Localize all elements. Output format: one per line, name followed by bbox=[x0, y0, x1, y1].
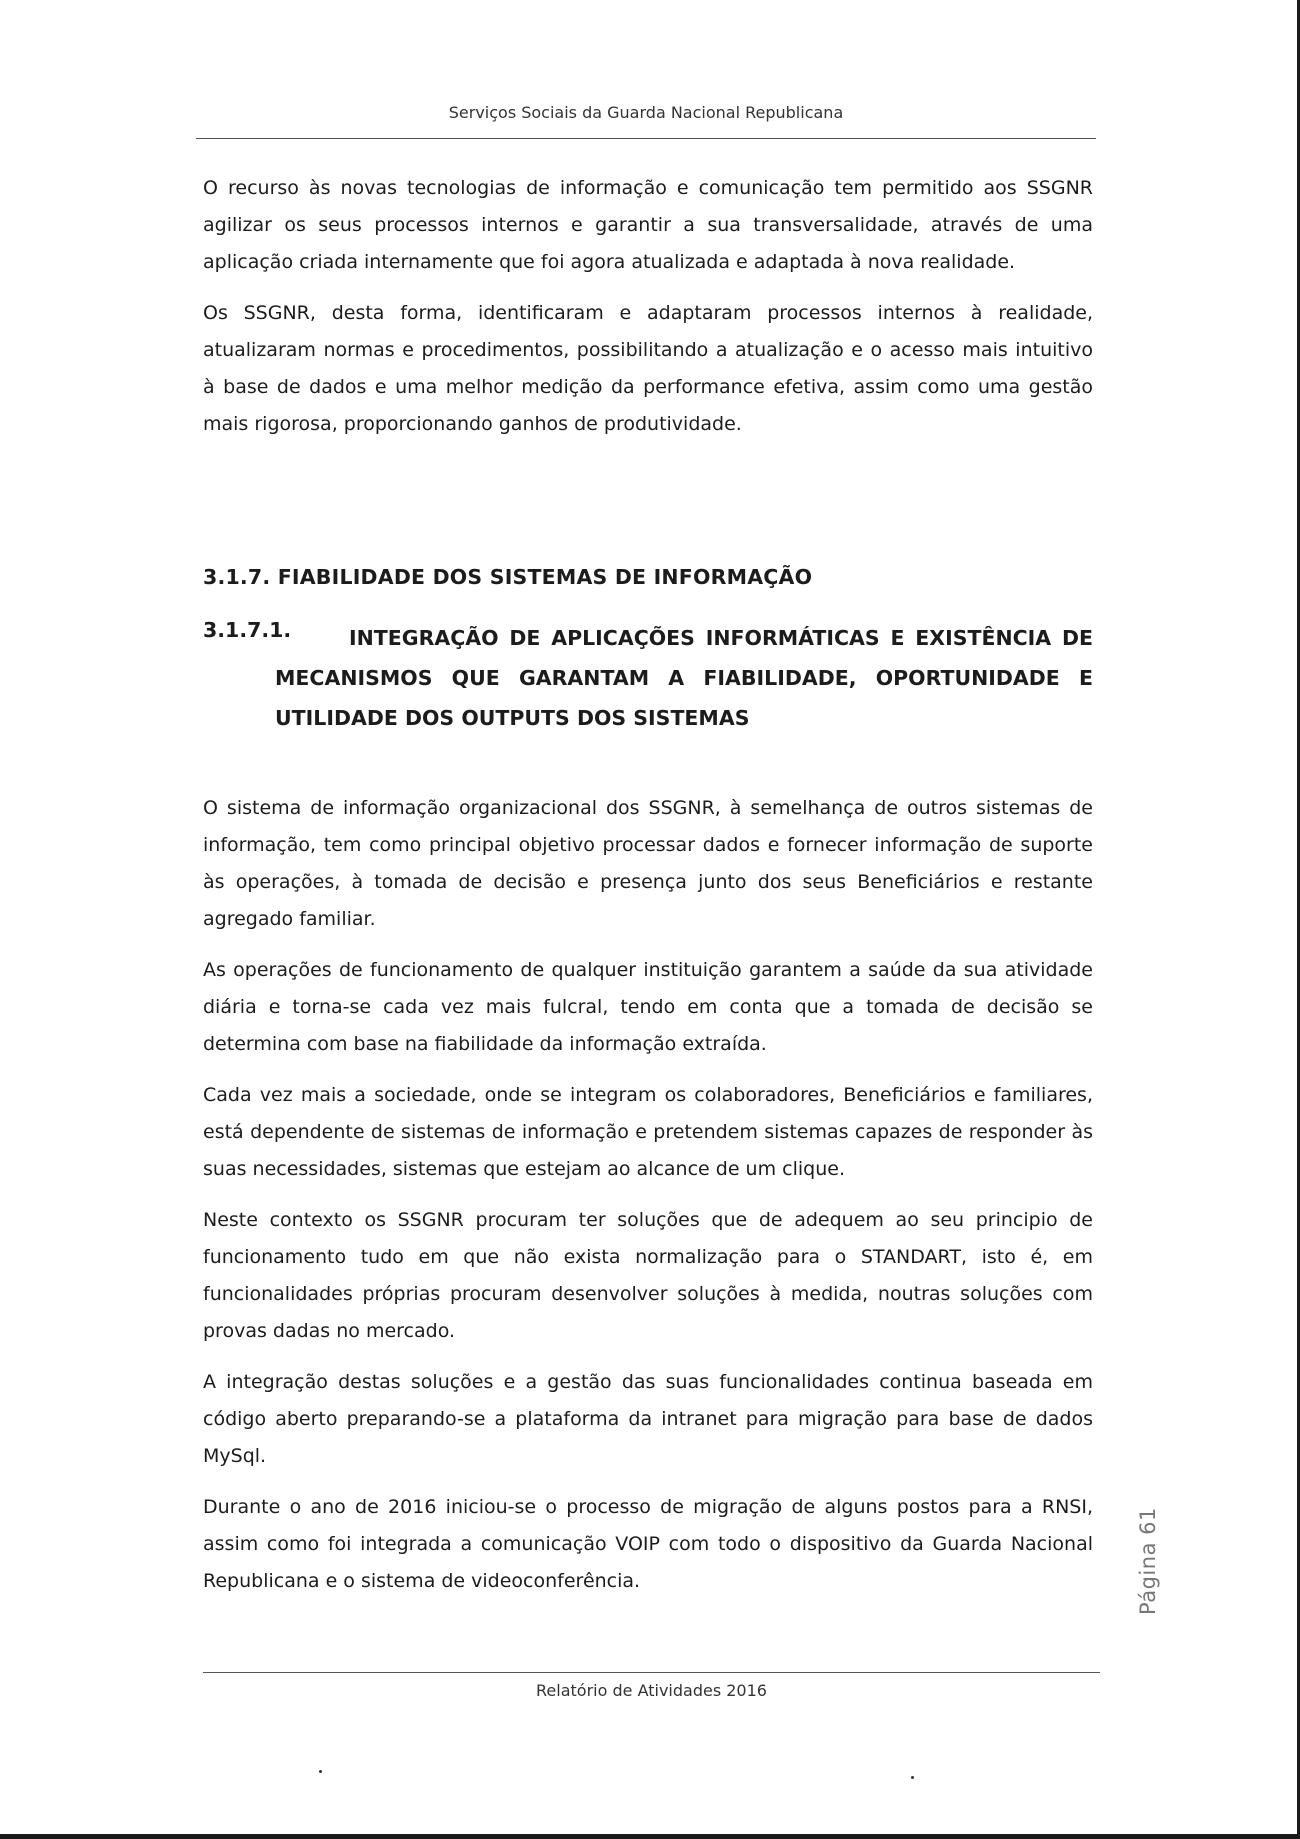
intro-text bbox=[203, 170, 1093, 457]
section-heading bbox=[203, 565, 812, 589]
subsection-title: INTEGRAÇÃO DE APLICAÇÕES INFORMÁTICAS E EXISTÊNCIA DE MECANISMOS QUE GARANTAM A FIABILIDADE, OPORTUNIDADE E UTILIDADE DOS OUTPUTS DOS SISTEMAS bbox=[275, 626, 1093, 730]
section-title: FIABILIDADE DOS SISTEMAS DE INFORMAÇÃO bbox=[277, 565, 813, 589]
running-footer: Relatório de Atividades 2016 bbox=[536, 1681, 767, 1700]
page-edge bbox=[0, 1834, 1300, 1839]
footer-divider bbox=[203, 1672, 1100, 1673]
section-number: 3.1.7. bbox=[203, 565, 271, 589]
paragraph: Cada vez mais a sociedade, onde se integram os colaboradores, Beneficiários e familiares, está dependente de sistemas de informação e pretendem sistemas capazes de responder às suas necessidades, sistemas que estejam ao alcance de um clique. bbox=[203, 1084, 1093, 1180]
paragraph: Os SSGNR, desta forma, identificaram e adaptaram processos internos à realidade, atualizaram normas e procedimentos, possibilitando a atualização e o acesso mais intuitivo à base de dados e uma melhor medição da performance efetiva, assim como uma gestão mais rigorosa, proporcionando ganhos de produtividade. bbox=[203, 302, 1093, 435]
subsection-number: 3.1.7.1. bbox=[203, 618, 292, 642]
paragraph: O recurso às novas tecnologias de informação e comunicação tem permitido aos SSGNR agilizar os seus processos internos e garantir a sua transversalidade, através de uma aplicação criada internamente que foi agora atualizada e adaptada à nova realidade. bbox=[203, 177, 1093, 273]
running-header: Serviços Sociais da Guarda Nacional Republicana bbox=[448, 103, 844, 122]
paragraph: A integração destas soluções e a gestão das suas funcionalidades continua baseada em código aberto preparando-se a plataforma da intranet para migração para base de dados MySql. bbox=[203, 1371, 1093, 1467]
paragraph: As operações de funcionamento de qualquer instituição garantem a saúde da sua atividade diária e torna-se cada vez mais fulcral, tendo em conta que a tomada de decisão se determina com base na fiabilidade da informação extraída. bbox=[203, 959, 1093, 1055]
section-body bbox=[203, 790, 1093, 1614]
page-number: Página 61 bbox=[1136, 1507, 1160, 1615]
scan-speck bbox=[319, 1770, 322, 1773]
paragraph: Neste contexto os SSGNR procuram ter soluções que de adequem ao seu principio de funcionamento tudo em que não exista normalização para o STANDART, isto é, em funcionalidades próprias procuram desenvolver soluções à medida, noutras soluções com provas dadas no mercado. bbox=[203, 1209, 1093, 1342]
header-divider bbox=[196, 138, 1096, 139]
scan-speck bbox=[911, 1776, 914, 1779]
paragraph: Durante o ano de 2016 iniciou-se o processo de migração de alguns postos para a RNSI, assim como foi integrada a comunicação VOIP com todo o dispositivo da Guarda Nacional Republicana e o sistema de videoconferência. bbox=[203, 1496, 1093, 1592]
paragraph: O sistema de informação organizacional dos SSGNR, à semelhança de outros sistemas de informação, tem como principal objetivo processar dados e fornecer informação de suporte às operações, à tomada de decisão e presença junto dos seus Beneficiários e restante agregado familiar. bbox=[203, 797, 1093, 930]
